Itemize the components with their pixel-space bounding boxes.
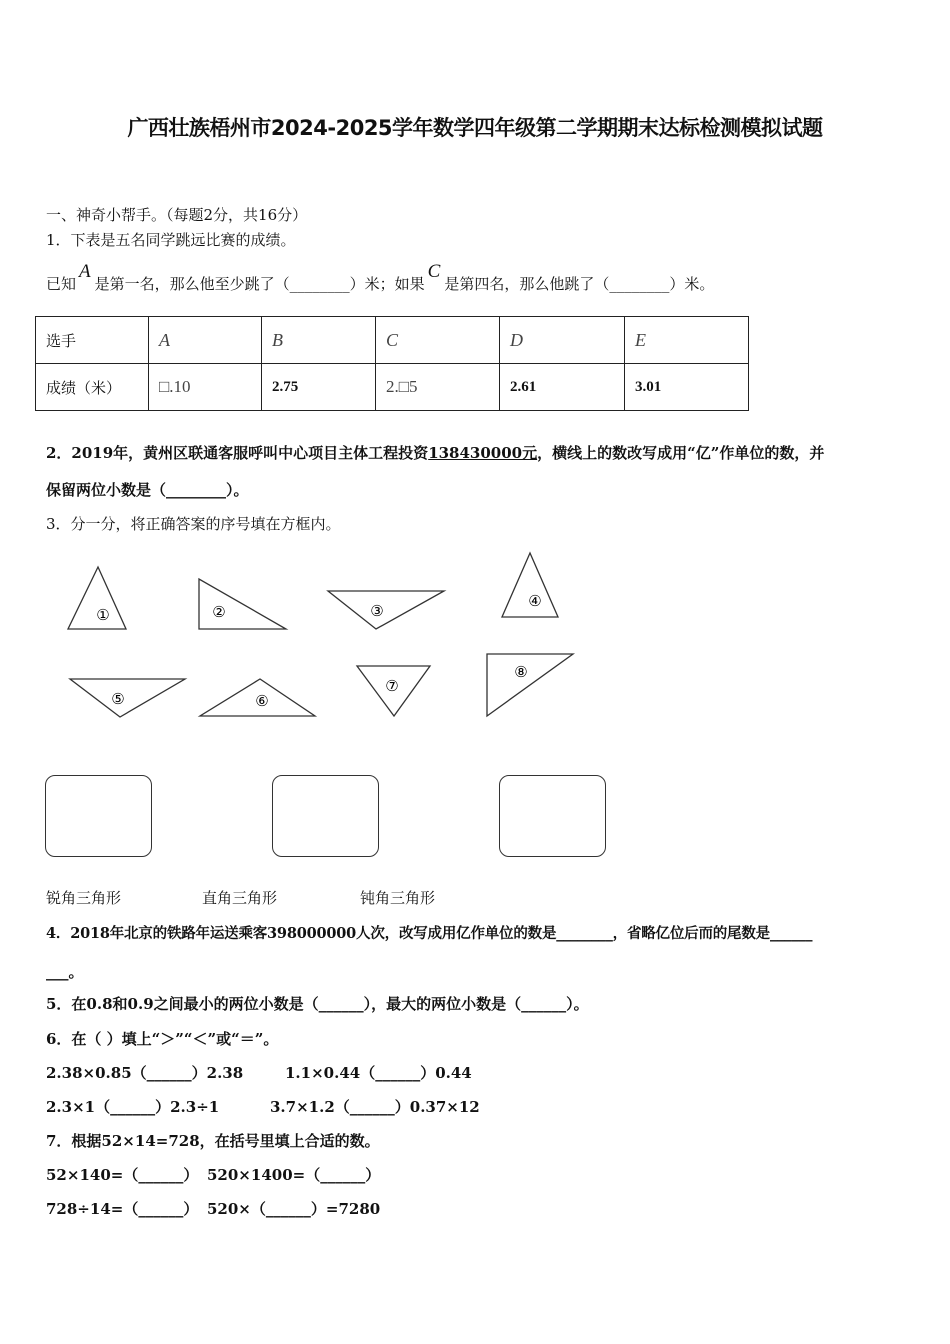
q6-item: 2.38×0.85（______）2.38 <box>46 1064 244 1082</box>
triangle-8 <box>487 654 573 716</box>
triangle-6 <box>200 679 315 716</box>
triangle-2 <box>199 579 286 629</box>
page-title: 广西壮族梧州市2024-2025学年数学四年级第二学期期末达标检测模拟试题 <box>127 116 823 140</box>
triangle-label: ⑤ <box>111 690 125 708</box>
q6-item: 3.7×1.2（______）0.37×12 <box>270 1098 480 1116</box>
triangle-1 <box>68 567 126 629</box>
triangle-label: ⑧ <box>514 663 528 681</box>
triangle-label: ① <box>96 606 110 624</box>
section-heading: 一、神奇小帮手。（每题2分，共16分） <box>46 206 308 224</box>
q1-intro: 1．下表是五名同学跳远比赛的成绩。 <box>46 231 296 249</box>
table-row <box>36 317 749 364</box>
triangle-label: ⑦ <box>385 677 399 695</box>
triangle-5 <box>70 679 185 717</box>
q1-symbol-a: A <box>79 261 91 282</box>
q7-item: 520×1400=（______） <box>207 1166 381 1184</box>
answer-box-acute[interactable] <box>45 775 152 857</box>
answer-box-obtuse[interactable] <box>499 775 606 857</box>
answer-box-right[interactable] <box>272 775 379 857</box>
q4-line2: ___。 <box>46 963 84 981</box>
q7-item: 728÷14=（______） <box>46 1200 199 1218</box>
q1-text-b: 是第一名，那么他至少跳了（________）米；如果 <box>94 275 425 293</box>
q7-intro: 7．根据52×14=728，在括号里填上合适的数。 <box>46 1132 380 1150</box>
category-label-acute: 锐角三角形 <box>46 889 122 907</box>
triangle-4 <box>502 553 558 617</box>
q3-intro: 3．分一分，将正确答案的序号填在方框内。 <box>46 515 341 533</box>
q5-text: 5．在0.8和0.9之间最小的两位小数是（______），最大的两位小数是（______）。 <box>46 995 589 1013</box>
player-cell: A <box>149 317 262 364</box>
row-header-player: 选手 <box>36 317 149 364</box>
q2-text-1: 2．2019年，黄州区联通客服呼叫中心项目主体工程投资 <box>46 444 429 462</box>
triangle-label: ② <box>212 603 226 621</box>
q2-text-2: ，横线上的数改写成用“亿”作单位的数，并 <box>537 444 825 462</box>
score-cell: 2.75 <box>262 364 376 411</box>
q1-text-a: 已知 <box>46 275 77 293</box>
q1-symbol-c: C <box>427 261 441 282</box>
triangle-figures <box>0 545 950 735</box>
row-header-score: 成绩（米） <box>36 364 149 411</box>
q2-line2: 保留两位小数是（________）。 <box>46 481 249 499</box>
player-cell: D <box>500 317 625 364</box>
score-cell: 2.□5 <box>376 364 500 411</box>
triangle-3 <box>328 591 444 629</box>
q6-intro: 6．在（ ）填上“＞”“＜”或“＝”。 <box>46 1030 279 1048</box>
q7-item: 520×（______）=7280 <box>207 1200 381 1218</box>
triangle-label: ⑥ <box>255 692 269 710</box>
score-cell: □.10 <box>149 364 262 411</box>
q4-line1: 4．2018年北京的铁路年运送乘客398000000人次，改写成用亿作单位的数是________，省略亿位后而的尾数是______ <box>46 925 813 942</box>
triangle-7 <box>357 666 430 716</box>
category-label-right: 直角三角形 <box>202 889 278 907</box>
score-table <box>35 316 749 411</box>
score-cell: 2.61 <box>500 364 625 411</box>
q2-line1 <box>46 442 824 463</box>
q2-number: 138430000元 <box>428 444 538 462</box>
table-row <box>36 364 749 411</box>
q6-item: 2.3×1（______）2.3÷1 <box>46 1098 220 1116</box>
category-label-obtuse: 钝角三角形 <box>360 889 436 907</box>
q1-text-c: 是第四名，那么他跳了（________）米。 <box>444 275 715 293</box>
player-cell: C <box>376 317 500 364</box>
triangle-label: ④ <box>528 592 542 610</box>
q6-item: 1.1×0.44（______）0.44 <box>285 1064 472 1082</box>
player-cell: B <box>262 317 376 364</box>
triangle-label: ③ <box>370 602 384 620</box>
player-cell: E <box>625 317 749 364</box>
q1-sentence <box>46 261 715 295</box>
q7-item: 52×140=（______） <box>46 1166 199 1184</box>
score-cell: 3.01 <box>625 364 749 411</box>
